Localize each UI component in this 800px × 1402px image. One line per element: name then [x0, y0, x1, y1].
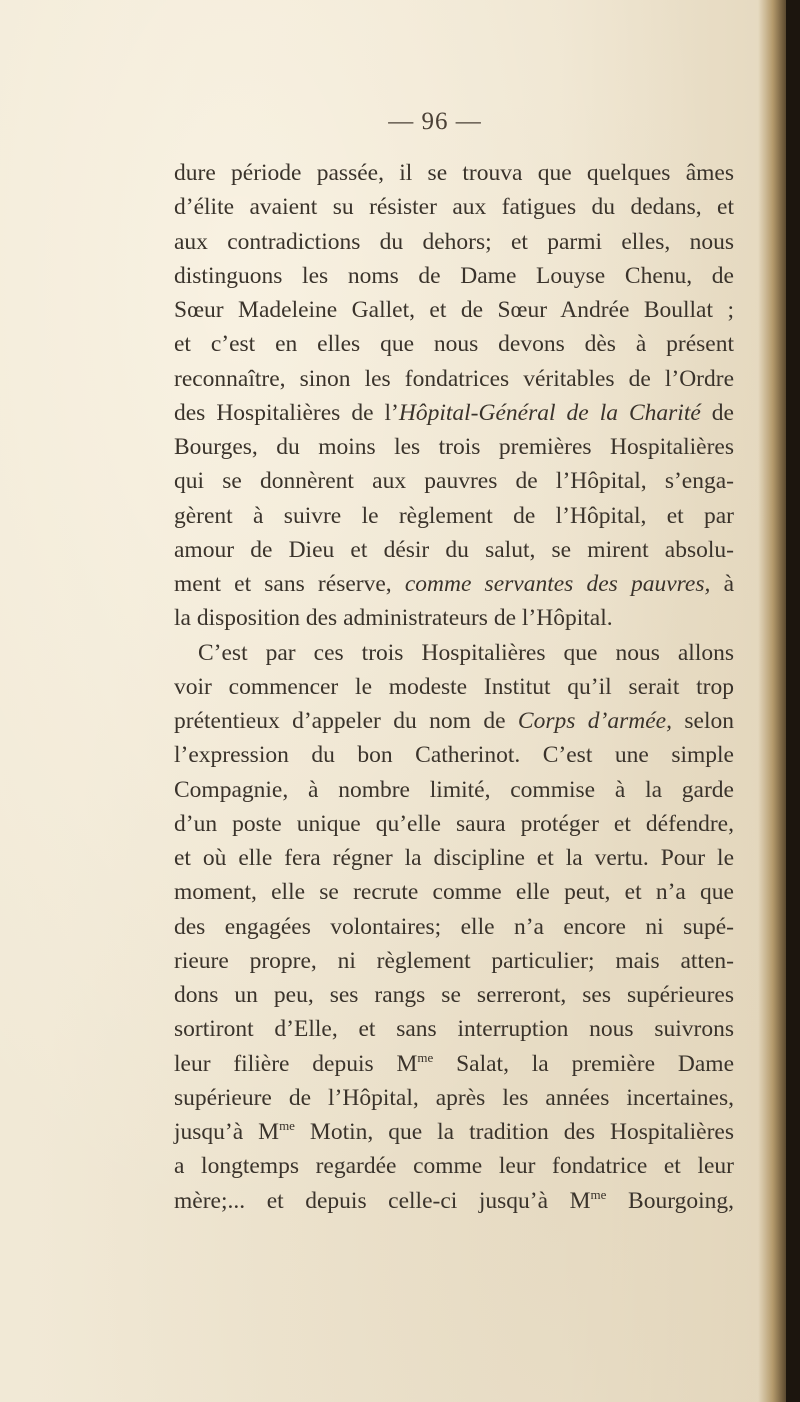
- italic-phrase: Corps d’armée,: [517, 708, 672, 734]
- text-line: leur filière depuis $M^{me}$ Salat, la première Dame: [174, 1049, 735, 1077]
- text-line: reconnaître, sinon les fondatrices véritables de l’Ordre: [174, 365, 734, 392]
- text-line: dons un peu, ses rangs se serreront, ses supérieures: [174, 982, 734, 1008]
- text-line: des engagées volontaires; elle n’a encore ni supé-: [174, 913, 734, 940]
- text-line: mère;... et depuis celle-ci jusqu’à $M^{me}$ Bourgoing,: [174, 1186, 734, 1214]
- text-line: l’expression du bon Catherinot. C’est une simple: [174, 742, 734, 769]
- text-line: et où elle fera régner la discipline et la vertu. Pour le: [174, 845, 734, 871]
- page-binding-edge: [786, 0, 800, 1402]
- text-line: et c’est en elles que nous devons dès à présent: [174, 331, 734, 358]
- text-line: Compagnie, à nombre limité, commise à la garde: [174, 776, 734, 803]
- text-line: C’est par ces trois Hospitalières que nous allons: [198, 639, 734, 666]
- text-line: voir commencer le modeste Institut qu’il serait trop: [174, 673, 734, 700]
- italic-phrase: Hôpital-Général de la Charité: [398, 399, 701, 426]
- text-line: prétentieux d’appeler du nom de Corps d’armée, selon: [174, 708, 734, 734]
- text-line: dure période passée, il se trouva que quelques âmes: [174, 160, 734, 186]
- text-line: moment, elle se recrute comme elle peut, et n’a que: [174, 879, 734, 906]
- page-number: — 96 —: [388, 108, 482, 135]
- text-line: des Hospitalières de l’Hôpital-Général de la Charité de: [174, 399, 734, 426]
- superscript: me: [590, 1186, 607, 1202]
- italic-phrase: comme servantes des pauvres,: [404, 571, 711, 597]
- text-line: sortiront d’Elle, et sans interruption nous suivrons: [174, 1016, 734, 1043]
- text-line: qui se donnèrent aux pauvres de l’Hôpital, s’enga-: [174, 468, 734, 495]
- text-line: Bourges, du moins les trois premières Hospitalières: [174, 434, 734, 460]
- text-line: gèrent à suivre le règlement de l’Hôpital, et par: [174, 502, 734, 529]
- text-line: d’un poste unique qu’elle saura protéger et défendre,: [174, 810, 734, 837]
- text-line: d’élite avaient su résister aux fatigues du dedans, et: [174, 194, 734, 221]
- text-line: jusqu’à $M^{me}$ Motin, que la tradition des Hospitalières: [174, 1118, 734, 1145]
- text-line: aux contradictions du dehors; et parmi elles, nous: [174, 228, 734, 255]
- body-text: [174, 156, 734, 1218]
- text-line: supérieure de l’Hôpital, après les années incertaines,: [174, 1084, 734, 1111]
- superscript: me: [417, 1049, 434, 1065]
- text-line: amour de Dieu et désir du salut, se mirent absolu-: [174, 536, 734, 563]
- text-line: distinguons les noms de Dame Louyse Chenu, de: [174, 262, 734, 289]
- text-line: la disposition des administrateurs de l’Hôpital.: [174, 605, 613, 632]
- text-line: a longtemps regardée comme leur fondatrice et leur: [174, 1153, 734, 1180]
- text-line: Sœur Madeleine Gallet, et de Sœur Andrée Boullat ;: [174, 297, 734, 323]
- text-line: ment et sans réserve, comme servantes des pauvres, à: [174, 571, 734, 597]
- superscript: me: [279, 1118, 295, 1133]
- text-line: rieure propre, ni règlement particulier; mais atten-: [174, 947, 734, 974]
